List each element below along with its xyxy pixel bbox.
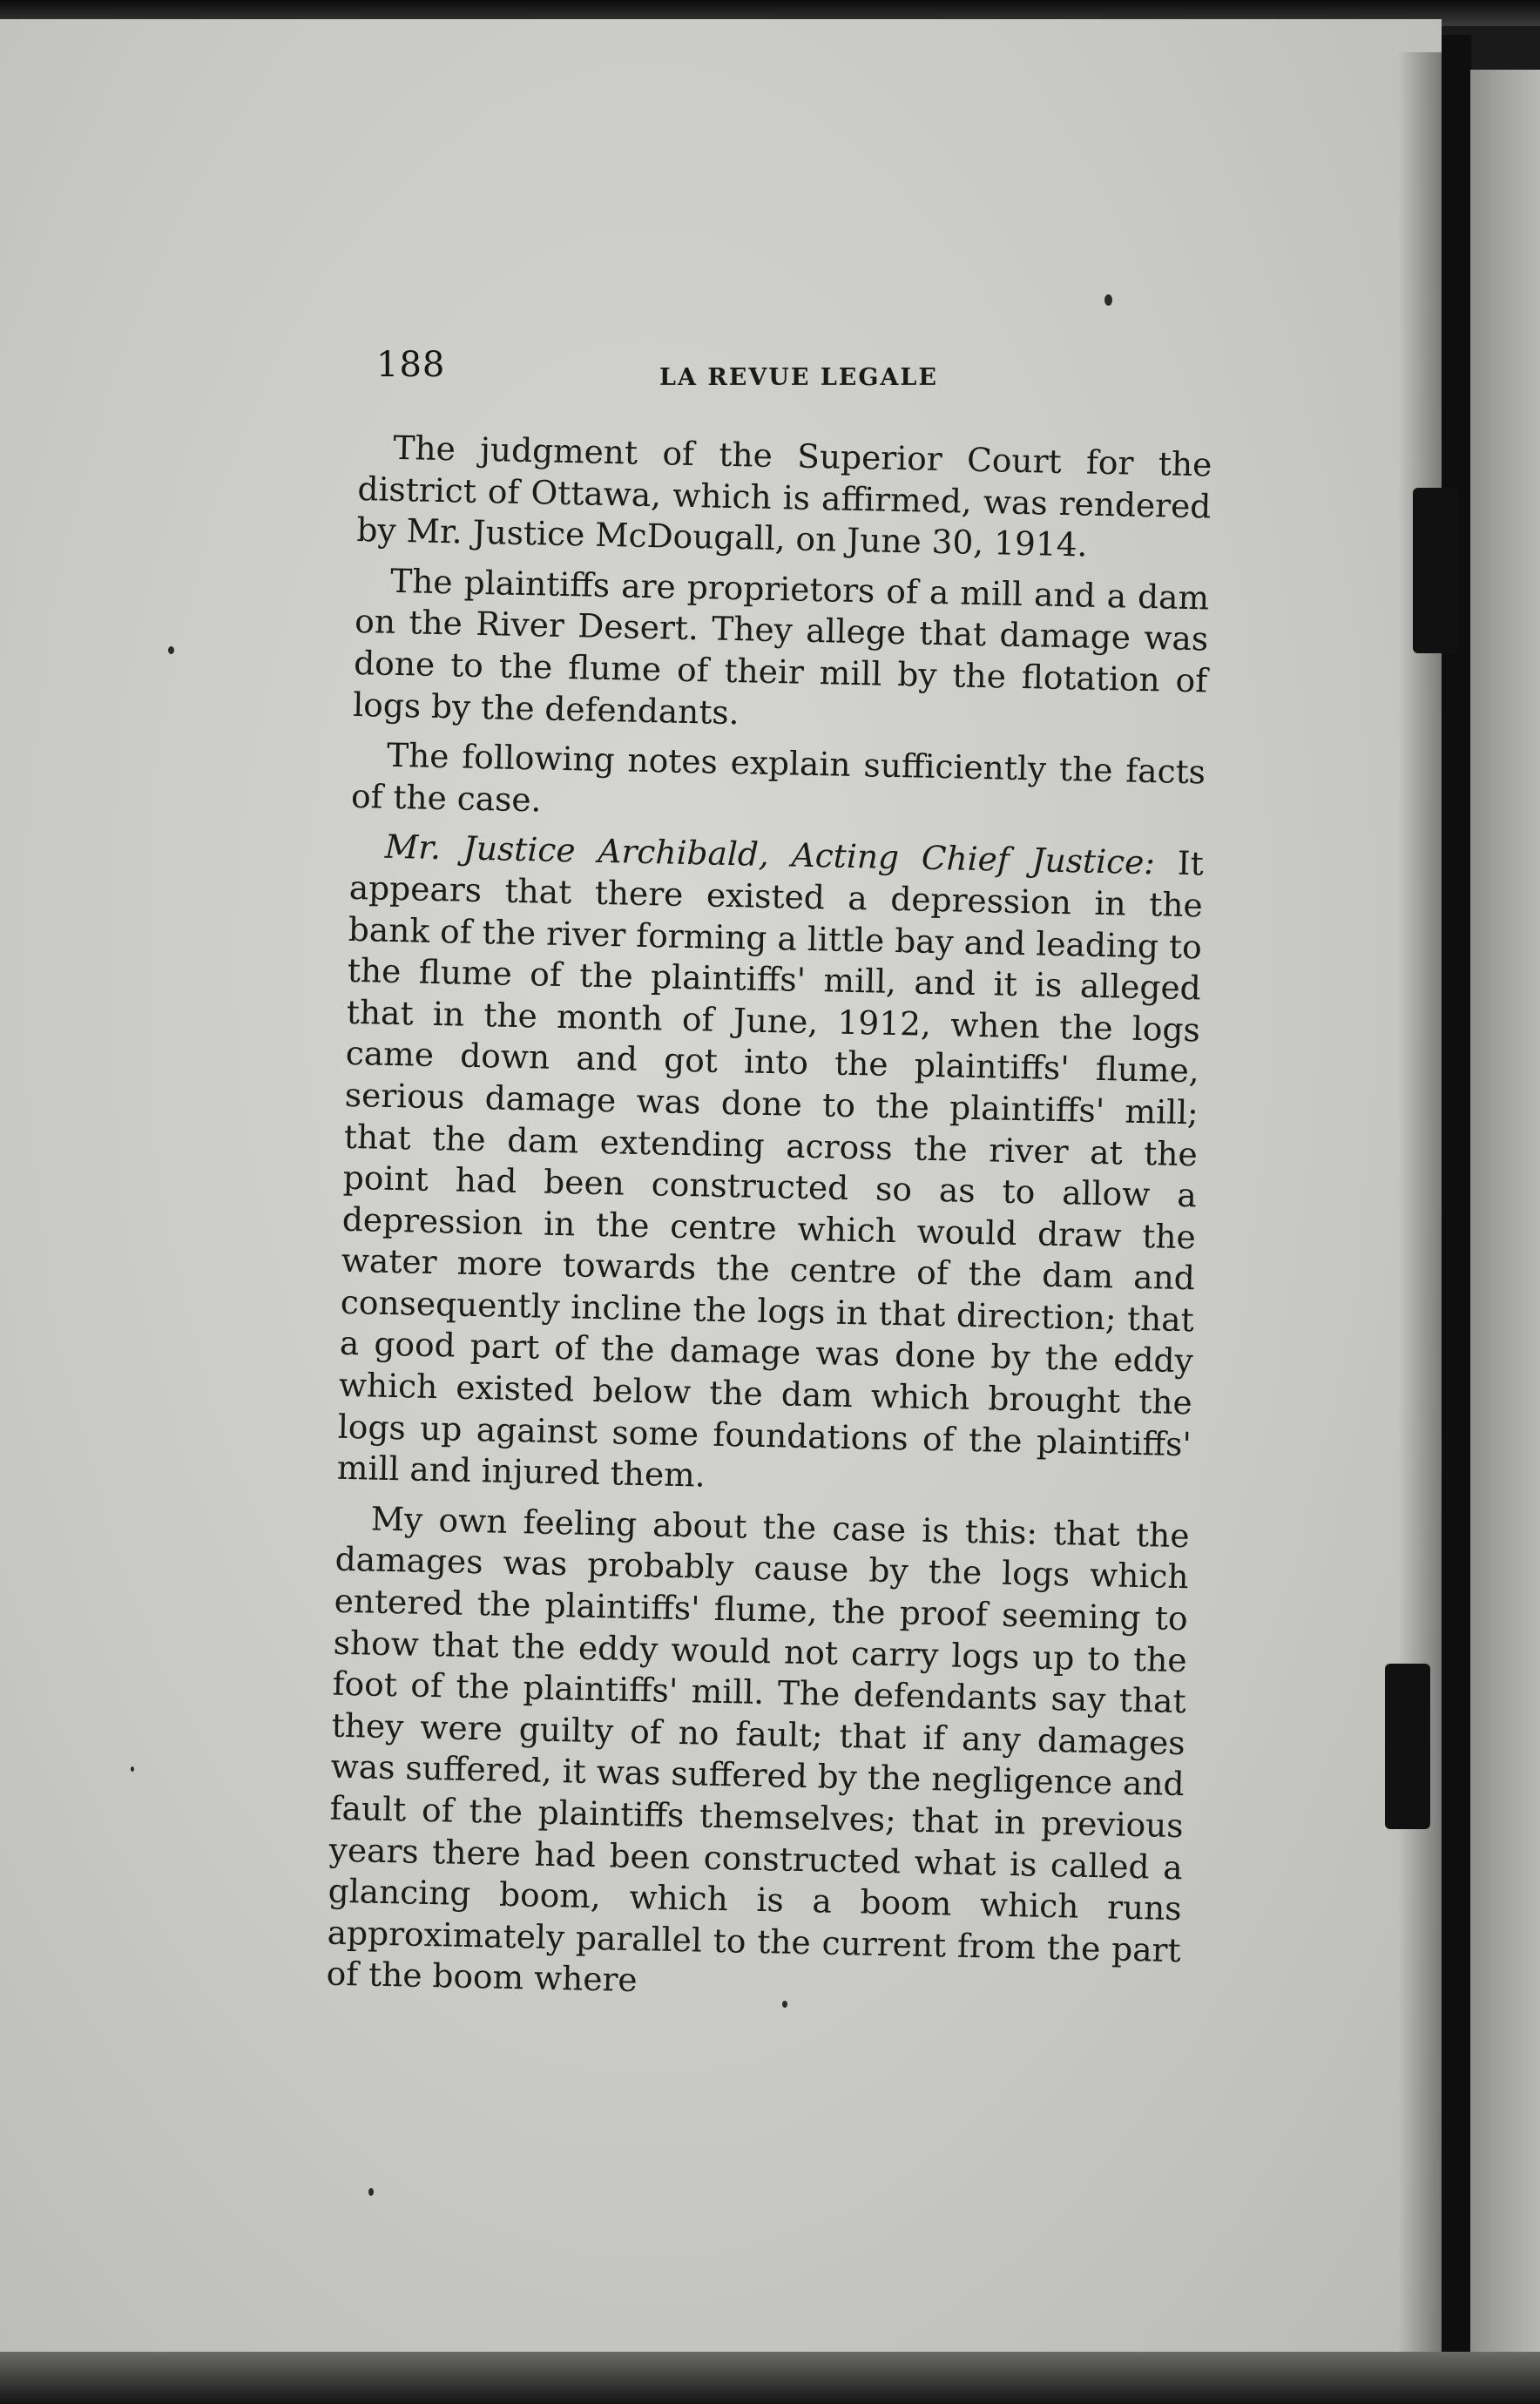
paragraph-text: It appears that there existed a depression in the bank of the river forming a little bay and leading to the flume of the plaintiffs' mill, and it is alleged that in the month of June, 1912, when the logs came down and got into the plaintiffs' flume, serious damage was done to the plaintiffs' mill; that the dam extending across the river at the point had been constructed so as to allow a depression in the centre which would draw the water more towards the centre of the dam and consequently incline the logs in that direction; that a good part of the damage was done by the eddy which existed below the dam which brought the logs up against some foundations of the plaintiffs' mill and injured them.	[336, 843, 1205, 1495]
dust-speck	[368, 2188, 374, 2196]
binding-clip-upper	[1413, 488, 1458, 653]
page-header	[376, 345, 1247, 397]
paragraph	[353, 560, 1210, 744]
binding-clip-lower	[1385, 1664, 1430, 1829]
paragraph-text: The judgment of the Superior Court for the district of Ottawa, which is affirmed, was rendered by Mr. Justice McDougall, on June 30, 1914.	[356, 428, 1212, 564]
paragraph	[356, 427, 1212, 569]
paragraph-text: The following notes explain sufficiently the facts of the case.	[350, 735, 1206, 820]
paragraph	[326, 1498, 1190, 2014]
book-spine	[1442, 35, 1471, 2352]
running-head: LA REVUE LEGALE	[659, 364, 938, 391]
dust-speck	[168, 646, 174, 654]
facing-page-edge	[1470, 70, 1540, 2352]
page-number: 188	[376, 345, 446, 385]
paragraph-text: My own feeling about the case is this: that the damages was probably cause by the logs which entered the plaintiffs' flume, the proof seeming to show that the eddy would not carry logs up to the foot of the plaintiffs' mill. The defendants say that they were guilty of no fault; that if any damages was suffered, it was suffered by the negligence and fault of the plaintiffs themselves; that in previous years there had been constructed what is called a glancing boom, which is a boom which runs approximately parallel to the current from the part of the boom where	[326, 1499, 1191, 2000]
paragraph	[351, 734, 1206, 835]
speaker-name: Mr. Justice Archibald, Acting Chief Justice:	[384, 827, 1156, 882]
paragraph	[336, 826, 1204, 1507]
paragraph-text: The plaintiffs are proprietors of a mill and a dam on the River Desert. They allege that damage was done to the flume of their mill by the flotation of logs by the defendants.	[352, 561, 1210, 732]
body-text	[326, 427, 1212, 2022]
dust-speck	[131, 1766, 134, 1772]
scan-bottom-edge	[0, 2352, 1540, 2404]
dust-speck	[1104, 294, 1112, 306]
